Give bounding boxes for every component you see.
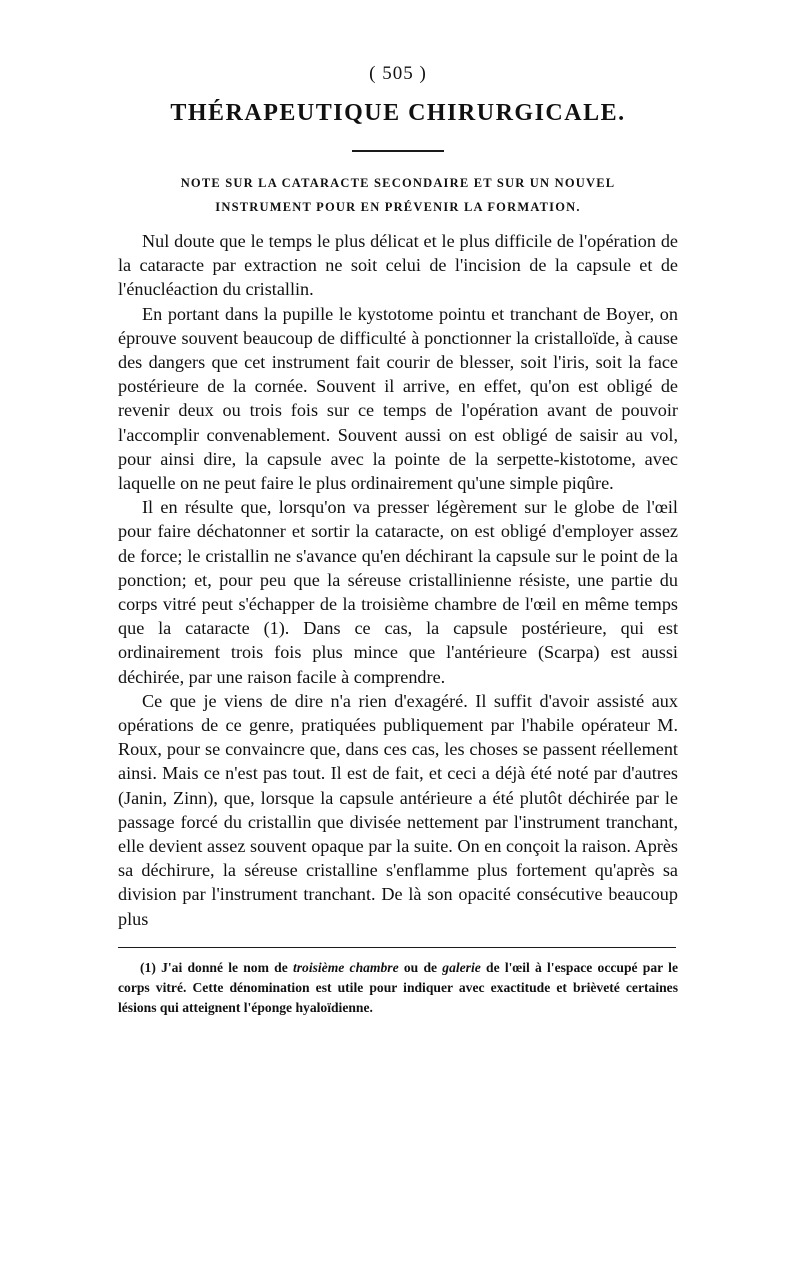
- footnote-marker: (1): [140, 959, 156, 975]
- footnote: [118, 958, 678, 1018]
- book-page: [118, 60, 678, 1018]
- footnote-term-galerie: galerie: [442, 959, 481, 975]
- footnote-text-middle: ou de: [398, 959, 443, 975]
- paragraph-3: Il en résulte que, lorsqu'on va presser légèrement sur le globe de l'œil pour faire déchatonner et sortir la cataracte, on est obligé d'employer assez de force; le cristallin ne s'avance qu'en déchirant la capsule sur le point de la ponction; et, pour peu que la séreuse cristallinienne résiste, une partie du corps vitré peut s'échapper de la troisième chambre de l'œil en même temps que la cataracte (1). Dans ce cas, la capsule postérieure, qui est ordinairement trois fois plus mince que l'antérieure (Scarpa) est aussi déchirée, par une raison facile à comprendre.: [118, 497, 678, 687]
- note-title: [118, 171, 678, 219]
- note-title-line-2: INSTRUMENT POUR EN PRÉVENIR LA FORMATION.: [215, 200, 581, 214]
- paragraph-2: En portant dans la pupille le kystotome pointu et tranchant de Boyer, on éprouve souvent beaucoup de difficulté à ponctionner la cristalloïde, à cause des dangers que cet instrument fait courir de blesser, soit l'iris, soit la face postérieure de la cornée. Souvent il arrive, en effet, qu'on est obligé de revenir deux ou trois fois sur ce temps de l'opération avant de pouvoir l'accomplir convenablement. Souvent aussi on est obligé de saisir au vol, pour ainsi dire, la capsule avec la pointe de la serpette-kistotome, avec laquelle on ne peut faire le plus ordinairement qu'une simple piqûre.: [118, 303, 678, 494]
- footnote-text-before: J'ai donné le nom de: [155, 959, 293, 975]
- footnote-divider: [118, 947, 676, 948]
- note-title-line-1: NOTE SUR LA CATARACTE SECONDAIRE ET SUR UN NOUVEL: [180, 176, 616, 190]
- footnote-text-after: de l'œil à l'espace occupé par le corps vitré. Cette dénomination est utile pour indiquer avec exactitude et brièveté certaines lésions qui atteignent l'éponge hyaloïdienne.: [118, 959, 678, 1015]
- paragraph-1: Nul doute que le temps le plus délicat et le plus difficile de l'opération de la cataracte par extraction ne soit celui de l'incision de la capsule et de l'énucléaction du cristallin.: [118, 231, 678, 300]
- footnote-term-troisieme-chambre: troisième chambre: [292, 959, 399, 975]
- section-title: THÉRAPEUTIQUE CHIRURGICALE.: [170, 100, 626, 126]
- body-text: [118, 229, 678, 931]
- title-divider: [352, 150, 444, 152]
- paragraph-4: Ce que je viens de dire n'a rien d'exagéré. Il suffit d'avoir assisté aux opérations de ce genre, pratiquées publiquement par l'habile opérateur M. Roux, pour se convaincre que, dans ces cas, les choses se passent réellement ainsi. Mais ce n'est pas tout. Il est de fait, et ceci a déjà été noté par d'autres (Janin, Zinn), que, lorsque la capsule antérieure a été plutôt déchirée par le passage forcé du cristallin que divisée nettement par l'instrument tranchant, elle devient assez souvent opaque par la suite. On en conçoit la raison. Après sa déchirure, la séreuse cristalline s'enflamme plus fortement qu'après sa division par l'instrument tranchant. De là son opacité consécutive beaucoup plus: [118, 690, 678, 929]
- page-number: ( 505 ): [369, 63, 427, 84]
